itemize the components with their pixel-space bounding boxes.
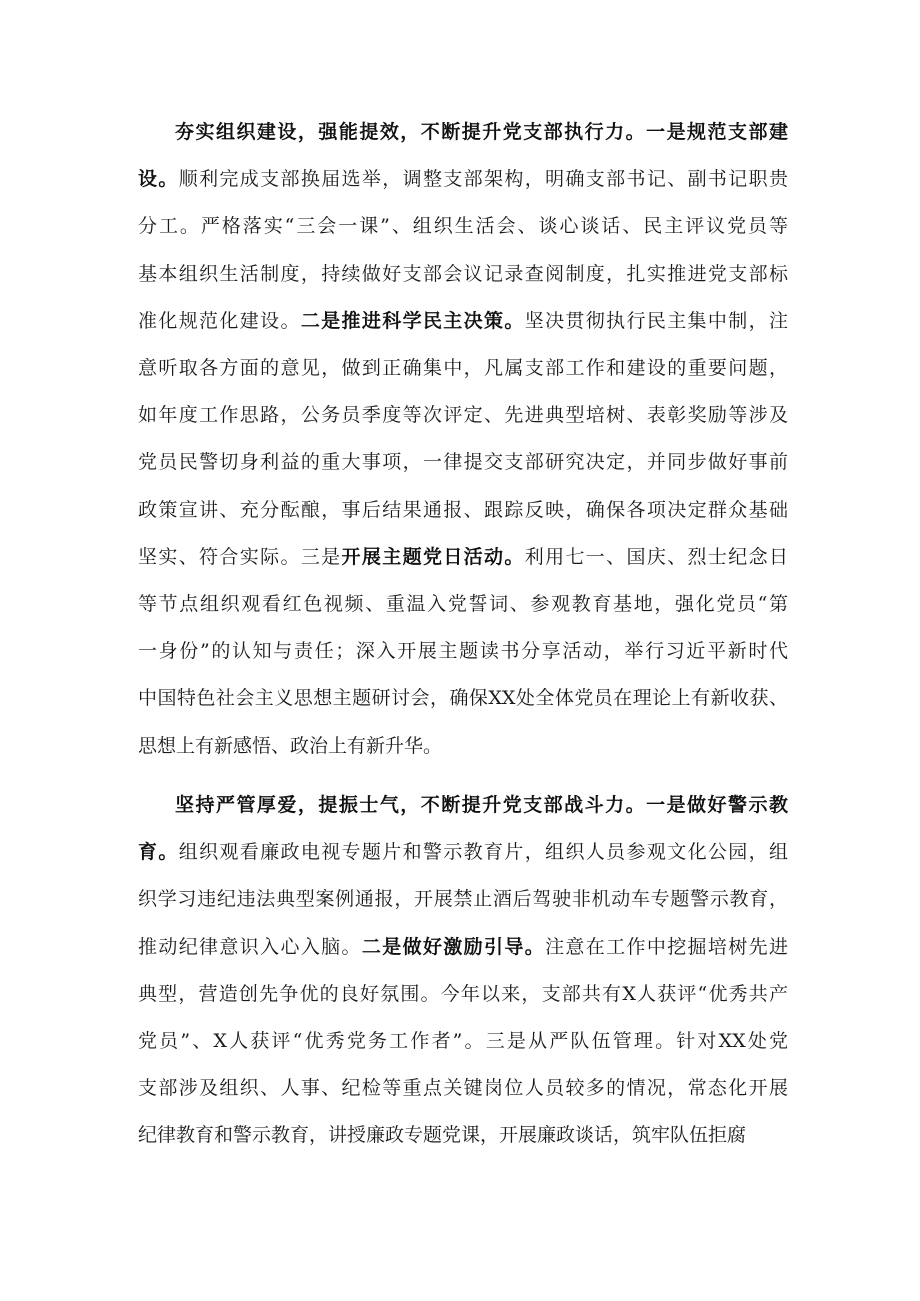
text-run: 基本组织生活制度，持续做好支部会议记录查阅制度，扎实推进党支部标 (138, 262, 788, 285)
text-line (175, 112, 788, 152)
text-run: 织学习违纪违法典型案例通报，开展禁止酒后驾驶非机动车专题警示教育， (138, 888, 788, 911)
text-line (138, 301, 788, 341)
text-line (138, 832, 788, 872)
bold-text-run: 设。 (138, 168, 179, 191)
text-line (175, 785, 788, 825)
text-line (138, 726, 788, 766)
text-line (138, 442, 788, 482)
bold-text-run: 育。 (138, 841, 179, 864)
text-line (138, 537, 788, 577)
text-run: 等节点组织观看红色视频、重温入党誓词、参观教育基地，强化党员“第 (138, 593, 788, 615)
bold-text-run: 开展主题党日活动。 (341, 545, 525, 568)
text-line (138, 631, 788, 671)
text-run: 意听取各方面的意见，做到正确集中，凡属支部工作和建设的重要问题， (138, 357, 788, 379)
text-run: 典型，营造创先争优的良好氛围。今年以来，支部共有X人获评“优秀共产 (138, 982, 788, 1005)
text-run: 如年度工作思路，公务员季度等次评定、先进典型培树、表彰奖励等涉及 (138, 404, 788, 427)
text-run: 坚实、符合实际。三是 (138, 545, 342, 568)
text-run: 一身份”的认知与责任；深入开展主题读书分享活动，举行习近平新时代 (138, 640, 788, 663)
text-line (138, 395, 788, 435)
text-line (138, 974, 788, 1014)
text-run: 组织观看廉政电视专题片和警示教育片，组织人员参观文化公园，组 (178, 841, 788, 864)
text-line (138, 348, 788, 388)
text-run: 分工。严格落实“三会一课”、组织生活会、谈心谈话、民主评议党员等 (138, 215, 788, 238)
text-run: 思想上有新感悟、政治上有新升华。 (138, 734, 443, 757)
text-run: 支部涉及组织、人事、纪检等重点关键岗位人员较多的情况，常态化开展 (138, 1077, 788, 1100)
bold-text-run: 坚持严管厚爱，提振士气，不断提升党支部战斗力。一是做好警示教 (175, 794, 788, 816)
text-run: 顺利完成支部换届选举，调整支部架构，明确支部书记、副书记职贵 (178, 168, 788, 191)
text-line (138, 206, 788, 246)
text-run: 注意在工作中挖掘培树先进 (545, 935, 788, 958)
bold-text-run: 夯实组织建设，强能提效，不断提升党支部执行力。一是规范支部建 (175, 121, 788, 143)
text-line (138, 159, 788, 199)
text-run: 推动纪律意识入心入脑。 (138, 935, 362, 958)
text-line (138, 490, 788, 530)
text-run: 坚决贯彻执行民主集中制，注 (524, 309, 788, 332)
text-line (138, 1068, 788, 1108)
text-run: 党员”、X人获评“优秀党务工作者”。三是从严队伍管理。针对XX处党 (138, 1030, 788, 1052)
text-line (138, 254, 788, 294)
text-line (138, 927, 788, 967)
text-line (138, 584, 788, 624)
text-line (138, 1021, 788, 1061)
bold-text-run: 二是推进科学民主决策。 (300, 309, 525, 332)
text-run: 纪律教育和警示教育，讲授廉政专题党课，开展廉政谈话，筑牢队伍拒腐 (138, 1124, 747, 1147)
text-run: 政策宣讲、充分酝酿，事后结果通报、跟踪反映，确保各项决定群众基础 (138, 498, 788, 521)
text-run: 中国特色社会主义思想主题研讨会，确保XX处全体党员在理论上有新收获、 (138, 687, 788, 710)
text-line (138, 879, 788, 919)
text-line (138, 678, 788, 718)
text-run: 准化规范化建设。 (138, 309, 301, 332)
text-run: 利用七一、国庆、烈士纪念日 (524, 545, 788, 568)
text-line (138, 1115, 788, 1155)
bold-text-run: 二是做好激励引导。 (361, 935, 546, 958)
text-run: 党员民警切身利益的重大事项，一律提交支部研究决定，并同步做好事前 (138, 451, 788, 474)
